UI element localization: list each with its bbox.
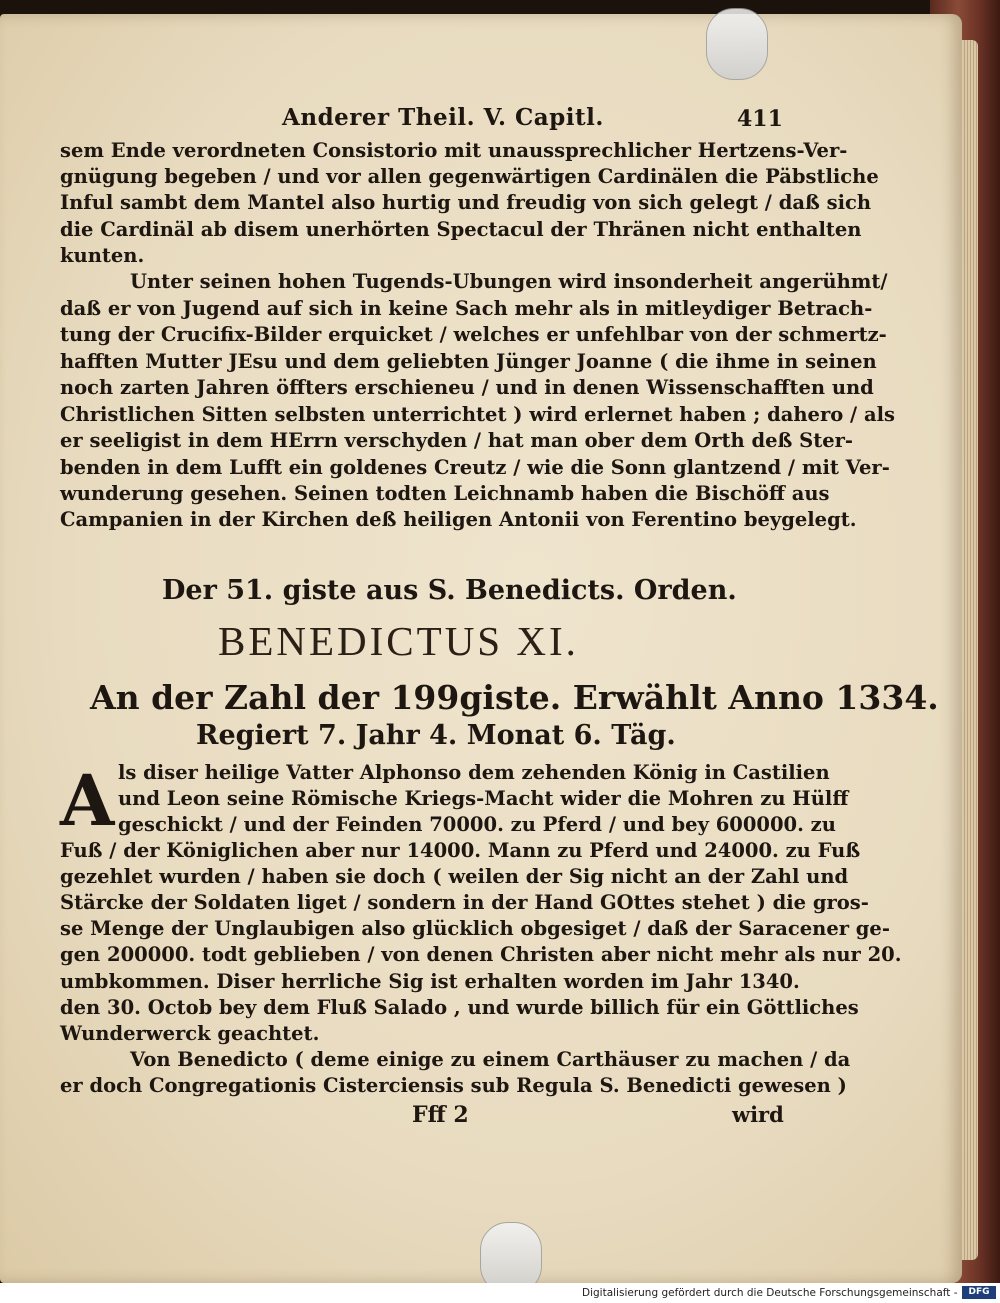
catchword: wird bbox=[732, 1102, 784, 1127]
text-line: Christlichen Sitten selbsten unterrichtet ) wird erlernet haben ; dahero / als bbox=[60, 403, 895, 426]
page-clip-top bbox=[706, 8, 768, 80]
text-line: er doch Congregationis Cisterciensis sub Regula S. Benedicti gewesen ) bbox=[60, 1074, 847, 1097]
text-line: umbkommen. Diser herrliche Sig ist erhalten worden im Jahr 1340. bbox=[60, 970, 800, 993]
text-line: und Leon seine Römische Kriegs-Macht wider die Mohren zu Hülff bbox=[118, 787, 849, 810]
text-line: gezehlet wurden / haben sie doch ( weilen der Sig nicht an der Zahl und bbox=[60, 865, 849, 888]
text-line: gen 200000. todt geblieben / von denen Christen aber nicht mehr als nur 20. bbox=[60, 943, 902, 966]
digitization-notice: Digitalisierung gefördert durch die Deutsche Forschungsgemeinschaft - bbox=[582, 1287, 958, 1299]
text-line: die Cardinäl ab disem unerhörten Spectacul der Thränen nicht enthalten bbox=[60, 218, 862, 241]
signature-mark: Fff 2 bbox=[412, 1102, 469, 1128]
text-line: hafften Mutter JEsu und dem geliebten Jünger Joanne ( die ihme in seinen bbox=[60, 350, 877, 373]
text-line: Campanien in der Kirchen deß heiligen Antonii von Ferentino beygelegt. bbox=[60, 508, 857, 531]
text-line: daß er von Jugend auf sich in keine Sach mehr als in mitleydiger Betrach- bbox=[60, 297, 873, 320]
text-line: den 30. Octob bey dem Fluß Salado , und wurde billich für ein Göttliches bbox=[60, 996, 859, 1019]
running-head: Anderer Theil. V. Capitl. bbox=[282, 104, 604, 131]
text-line: er seeligist in dem HErrn verschyden / hat man ober dem Orth deß Ster- bbox=[60, 429, 853, 452]
text-line: wunderung gesehen. Seinen todten Leichnamb haben die Bischöff aus bbox=[60, 482, 830, 505]
decorated-initial: A bbox=[60, 759, 115, 842]
book-page bbox=[0, 14, 962, 1283]
text-line: Stärcke der Soldaten liget / sondern in der Hand GOttes stehet ) die gros- bbox=[60, 891, 869, 914]
text-line: tung der Crucifix-Bilder erquicket / welches er unfehlbar von der schmertz- bbox=[60, 323, 887, 346]
text-line: kunten. bbox=[60, 244, 145, 267]
text-line: Inful sambt dem Mantel also hurtig und freudig von sich gelegt / daß sich bbox=[60, 191, 872, 214]
text-line: ls diser heilige Vatter Alphonso dem zehenden König in Castilien bbox=[118, 761, 830, 784]
pope-name-title: BENEDICTUS XI. bbox=[218, 618, 579, 664]
page-number: 411 bbox=[737, 106, 783, 132]
text-line: se Menge der Unglaubigen also glücklich obgesiget / daß der Saracener ge- bbox=[60, 917, 890, 940]
election-line: An der Zahl der 199giste. Erwählt Anno 1334. bbox=[90, 678, 939, 717]
text-line: Fuß / der Königlichen aber nur 14000. Mann zu Pferd und 24000. zu Fuß bbox=[60, 839, 861, 862]
section-heading: Der 51. giste aus S. Benedicts. Orden. bbox=[162, 575, 737, 606]
text-line: Unter seinen hohen Tugends-Ubungen wird insonderheit angerühmt/ bbox=[130, 270, 888, 293]
text-line: gnügung begeben / und vor allen gegenwärtigen Cardinälen die Päbstliche bbox=[60, 165, 879, 188]
text-line: Wunderwerck geachtet. bbox=[60, 1022, 320, 1045]
text-line: benden in dem Lufft ein goldenes Creutz / wie die Sonn glantzend / mit Ver- bbox=[60, 456, 890, 479]
text-line: geschickt / und der Feinden 70000. zu Pferd / und bey 600000. zu bbox=[118, 813, 836, 836]
reign-line: Regiert 7. Jahr 4. Monat 6. Täg. bbox=[196, 720, 676, 751]
text-line: sem Ende verordneten Consistorio mit unaussprechlicher Hertzens-Ver- bbox=[60, 139, 848, 162]
text-line: noch zarten Jahren öffters erschieneu / und in denen Wissenschafften und bbox=[60, 376, 874, 399]
dfg-logo[interactable]: DFG bbox=[962, 1286, 996, 1299]
text-line: Von Benedicto ( deme einige zu einem Carthäuser zu machen / da bbox=[130, 1048, 851, 1071]
